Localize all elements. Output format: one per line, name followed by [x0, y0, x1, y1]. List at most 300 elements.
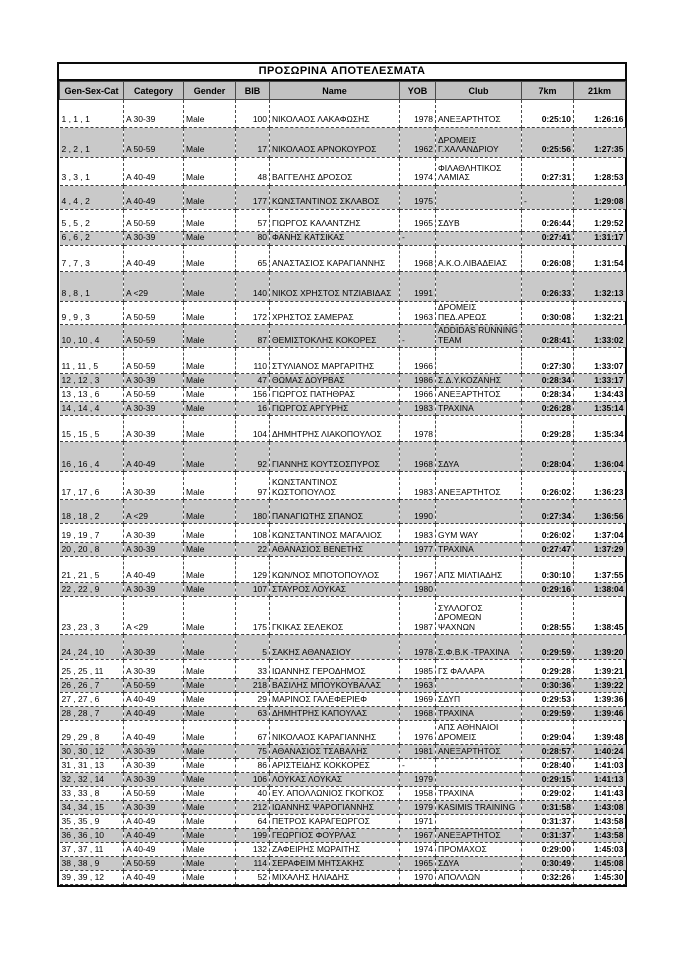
cell-yob: 1966	[400, 348, 436, 374]
cell-name: ΙΩΑΝΝΗΣ ΓΕΡΟΔΗΜΟΣ	[270, 660, 400, 679]
cell-yob: 1968	[400, 246, 436, 272]
cell-gen-sex-cat: 4 , 4 , 2	[60, 186, 124, 210]
cell-name: ΦΑΝΗΣ ΚΑΤΣΙΚΑΣ	[270, 232, 400, 246]
cell-7km: 0:29:53	[522, 693, 574, 707]
cell-category: A 50-59	[124, 679, 184, 693]
column-header-21km: 21km	[574, 82, 626, 100]
cell-gender: Male	[184, 815, 236, 829]
cell-21km: 1:35:14	[574, 402, 626, 416]
cell-21km: 1:27:35	[574, 128, 626, 158]
cell-bib: 140	[236, 272, 270, 302]
table-row	[60, 325, 626, 348]
cell-bib: 33	[236, 660, 270, 679]
cell-21km: 1:29:08	[574, 186, 626, 210]
table-header	[60, 82, 626, 100]
cell-club: ΤΡΑΧΙΝΑ	[436, 402, 522, 416]
table-row	[60, 416, 626, 442]
cell-7km: 0:32:26	[522, 871, 574, 885]
cell-gender: Male	[184, 693, 236, 707]
cell-yob: 1986	[400, 374, 436, 388]
table-row	[60, 583, 626, 597]
cell-gender: Male	[184, 232, 236, 246]
cell-club: ΤΡΑΧΙΝΑ	[436, 787, 522, 801]
cell-gen-sex-cat: 39 , 39 , 12	[60, 871, 124, 885]
cell-name: ΧΡΗΣΤΟΣ ΣΑΜΕΡΑΣ	[270, 302, 400, 325]
cell-category: A 30-39	[124, 635, 184, 660]
cell-name: ΒΑΓΓΕΛΗΣ ΔΡΟΣΟΣ	[270, 158, 400, 186]
results-sheet	[57, 62, 627, 887]
cell-name: ΣΤΥΛΙΑΝΟΣ ΜΑΡΓΑΡΙΤΗΣ	[270, 348, 400, 374]
cell-gender: Male	[184, 745, 236, 759]
cell-gen-sex-cat: 33 , 33 , 8	[60, 787, 124, 801]
cell-gender: Male	[184, 442, 236, 472]
cell-7km: 0:30:08	[522, 302, 574, 325]
cell-club: ΑΝΕΞΑΡΤΗΤΟΣ	[436, 745, 522, 759]
cell-yob: 1981	[400, 745, 436, 759]
table-row	[60, 815, 626, 829]
cell-21km: 1:33:17	[574, 374, 626, 388]
cell-name: ΑΝΑΣΤΑΣΙΟΣ ΚΑΡΑΓΙΑΝΝΗΣ	[270, 246, 400, 272]
cell-yob: 1962	[400, 128, 436, 158]
table-row	[60, 857, 626, 871]
table-row	[60, 759, 626, 773]
cell-bib: 107	[236, 583, 270, 597]
cell-bib: 87	[236, 325, 270, 348]
cell-gen-sex-cat: 29 , 29 , 8	[60, 721, 124, 745]
cell-gender: Male	[184, 348, 236, 374]
cell-bib: 172	[236, 302, 270, 325]
cell-bib: 65	[236, 246, 270, 272]
cell-yob: 1976	[400, 721, 436, 745]
cell-name: ΘΕΜΙΣΤΟΚΛΗΣ ΚΟΚΟΡΕΣ	[270, 325, 400, 348]
table-row	[60, 472, 626, 500]
cell-club: Σ.Φ.Β.Κ -ΤΡΑΧΙΝΑ	[436, 635, 522, 660]
cell-category: A 30-39	[124, 232, 184, 246]
cell-gen-sex-cat: 34 , 34 , 15	[60, 801, 124, 815]
cell-category: A 50-59	[124, 348, 184, 374]
cell-category: A 30-39	[124, 773, 184, 787]
cell-bib: 129	[236, 557, 270, 583]
cell-gender: Male	[184, 128, 236, 158]
cell-7km: 0:25:10	[522, 100, 574, 128]
cell-bib: 48	[236, 158, 270, 186]
cell-yob: -	[400, 232, 436, 246]
cell-7km: 0:31:58	[522, 801, 574, 815]
cell-21km: 1:39:21	[574, 660, 626, 679]
cell-7km: 0:27:30	[522, 348, 574, 374]
cell-category: A <29	[124, 500, 184, 524]
cell-name: ΘΩΜΑΣ ΔΟΥΡΒΑΣ	[270, 374, 400, 388]
cell-gen-sex-cat: 17 , 17 , 6	[60, 472, 124, 500]
cell-club: ΑΠΣ ΑΘΗΝΑΙΟΙ ΔΡΟΜΕΙΣ	[436, 721, 522, 745]
cell-gen-sex-cat: 10 , 10 , 4	[60, 325, 124, 348]
cell-yob: 1979	[400, 773, 436, 787]
cell-name: ΛΟΥΚΑΣ ΛΟΥΚΑΣ	[270, 773, 400, 787]
cell-category: A 30-39	[124, 801, 184, 815]
cell-7km: 0:27:31	[522, 158, 574, 186]
cell-bib: 52	[236, 871, 270, 885]
cell-gen-sex-cat: 22 , 22 , 9	[60, 583, 124, 597]
cell-category: A 50-59	[124, 325, 184, 348]
cell-name: ΜΑΡΙΝΟΣ ΓΑΛΕΦΕΡΙΕΦ	[270, 693, 400, 707]
cell-21km: 1:41:03	[574, 759, 626, 773]
cell-name: ΔΗΜΗΤΡΗΣ ΚΑΠΟΥΛΑΣ	[270, 707, 400, 721]
cell-gen-sex-cat: 35 , 35 , 9	[60, 815, 124, 829]
table-row	[60, 843, 626, 857]
cell-21km: 1:39:48	[574, 721, 626, 745]
cell-club: Σ.Δ.Υ.ΚΟΖΑΝΗΣ	[436, 374, 522, 388]
cell-bib: 180	[236, 500, 270, 524]
cell-bib: 29	[236, 693, 270, 707]
cell-gen-sex-cat: 26 , 26 , 7	[60, 679, 124, 693]
cell-name: ΔΗΜΗΤΡΗΣ ΛΙΑΚΟΠΟΥΛΟΣ	[270, 416, 400, 442]
cell-gender: Male	[184, 158, 236, 186]
cell-21km: 1:39:46	[574, 707, 626, 721]
cell-club: ΔΡΟΜΕΙΣ Γ.ΧΑΛΑΝΔΡΙΟΥ	[436, 128, 522, 158]
header-row	[60, 82, 626, 100]
cell-club: ΑΝΕΞΑΡΤΗΤΟΣ	[436, 100, 522, 128]
cell-category: A 30-39	[124, 759, 184, 773]
cell-21km: 1:36:04	[574, 442, 626, 472]
cell-club	[436, 500, 522, 524]
cell-club	[436, 186, 522, 210]
table-row	[60, 660, 626, 679]
cell-club: ΣΔΥΒ	[436, 210, 522, 232]
cell-name: ΣΤΑΥΡΟΣ ΛΟΥΚΑΣ	[270, 583, 400, 597]
cell-name: ΝΙΚΟΛΑΟΣ ΛΑΚΑΦΩΣΗΣ	[270, 100, 400, 128]
cell-7km: -	[522, 186, 574, 210]
cell-7km: 0:30:10	[522, 557, 574, 583]
cell-club: ΦΙΛΑΘΛΗΤΙΚΟΣ ΛΑΜΙΑΣ	[436, 158, 522, 186]
cell-bib: 86	[236, 759, 270, 773]
cell-gender: Male	[184, 801, 236, 815]
cell-gender: Male	[184, 416, 236, 442]
cell-7km: 0:29:15	[522, 773, 574, 787]
cell-yob: 1963	[400, 679, 436, 693]
cell-yob: 1965	[400, 210, 436, 232]
cell-category: A 50-59	[124, 857, 184, 871]
cell-7km: 0:29:02	[522, 787, 574, 801]
table-row	[60, 635, 626, 660]
table-row	[60, 246, 626, 272]
cell-21km: 1:43:08	[574, 801, 626, 815]
cell-gen-sex-cat: 24 , 24 , 10	[60, 635, 124, 660]
cell-bib: 110	[236, 348, 270, 374]
cell-name: ΓΙΩΡΓΟΣ ΑΡΓΥΡΗΣ	[270, 402, 400, 416]
cell-category: A 50-59	[124, 210, 184, 232]
cell-yob: 1963	[400, 302, 436, 325]
cell-gender: Male	[184, 246, 236, 272]
cell-21km: 1:37:55	[574, 557, 626, 583]
cell-21km: 1:41:43	[574, 787, 626, 801]
cell-name: ΖΑΦΕΙΡΗΣ ΜΩΡΑΙΤΗΣ	[270, 843, 400, 857]
cell-bib: 40	[236, 787, 270, 801]
table-row	[60, 272, 626, 302]
cell-category: A 50-59	[124, 388, 184, 402]
cell-gen-sex-cat: 18 , 18 , 2	[60, 500, 124, 524]
cell-club	[436, 272, 522, 302]
cell-7km: 0:25:56	[522, 128, 574, 158]
cell-yob: 1967	[400, 829, 436, 843]
cell-bib: 106	[236, 773, 270, 787]
cell-club: ΓΣ ΦΑΛΑΡΑ	[436, 660, 522, 679]
cell-gender: Male	[184, 707, 236, 721]
cell-gender: Male	[184, 210, 236, 232]
cell-21km: 1:38:45	[574, 597, 626, 635]
cell-club: ΠΡΟΜΑΧΟΣ	[436, 843, 522, 857]
cell-bib: 92	[236, 442, 270, 472]
cell-7km: 0:28:57	[522, 745, 574, 759]
cell-gen-sex-cat: 30 , 30 , 12	[60, 745, 124, 759]
cell-name: ΚΩΝΣΤΑΝΤΙΝΟΣ ΚΩΣΤΟΠΟΥΛΟΣ	[270, 472, 400, 500]
cell-category: A 30-39	[124, 583, 184, 597]
cell-21km: 1:26:16	[574, 100, 626, 128]
cell-name: ΓΙΩΡΓΟΣ ΠΑΤΗΘΡΑΣ	[270, 388, 400, 402]
cell-bib: 212	[236, 801, 270, 815]
cell-gender: Male	[184, 402, 236, 416]
table-row	[60, 500, 626, 524]
cell-gender: Male	[184, 500, 236, 524]
cell-category: A 30-39	[124, 100, 184, 128]
cell-7km: 0:28:40	[522, 759, 574, 773]
cell-21km: 1:45:03	[574, 843, 626, 857]
cell-yob: 1990	[400, 500, 436, 524]
table-row	[60, 597, 626, 635]
cell-club: ΤΡΑΧΙΝΑ	[436, 707, 522, 721]
cell-club	[436, 773, 522, 787]
cell-club	[436, 416, 522, 442]
cell-21km: 1:29:52	[574, 210, 626, 232]
cell-gen-sex-cat: 28 , 28 , 7	[60, 707, 124, 721]
cell-7km: 0:29:04	[522, 721, 574, 745]
table-row	[60, 829, 626, 843]
cell-gender: Male	[184, 543, 236, 557]
cell-bib: 104	[236, 416, 270, 442]
cell-name: ΓΙΑΝΝΗΣ ΚΟΥΤΣΟΣΠΥΡΟΣ	[270, 442, 400, 472]
cell-category: A 40-49	[124, 186, 184, 210]
table-row	[60, 374, 626, 388]
cell-bib: 5	[236, 635, 270, 660]
sheet-title: ΠΡΟΣΩΡΙΝΑ ΑΠΟΤΕΛΕΣΜΑΤΑ	[59, 64, 625, 81]
cell-gender: Male	[184, 388, 236, 402]
cell-bib: 100	[236, 100, 270, 128]
cell-gen-sex-cat: 27 , 27 , 6	[60, 693, 124, 707]
cell-gen-sex-cat: 32 , 32 , 14	[60, 773, 124, 787]
cell-bib: 218	[236, 679, 270, 693]
table-row	[60, 745, 626, 759]
cell-name: ΕΥ. ΑΠΟΛΛΩΝΙΟΣ ΓΚΟΓΚΟΣ	[270, 787, 400, 801]
cell-gender: Male	[184, 100, 236, 128]
cell-21km: 1:28:53	[574, 158, 626, 186]
cell-21km: 1:34:43	[574, 388, 626, 402]
table-row	[60, 557, 626, 583]
cell-7km: 0:26:28	[522, 402, 574, 416]
cell-club	[436, 679, 522, 693]
cell-name: ΑΘΑΝΑΣΙΟΣ ΒΕΝΕΤΗΣ	[270, 543, 400, 557]
cell-gen-sex-cat: 9 , 9 , 3	[60, 302, 124, 325]
cell-bib: 64	[236, 815, 270, 829]
cell-club: ADDIDAS RUNNING TEAM	[436, 325, 522, 348]
cell-yob: 1980	[400, 583, 436, 597]
cell-gen-sex-cat: 21 , 21 , 5	[60, 557, 124, 583]
cell-gender: Male	[184, 635, 236, 660]
table-row	[60, 348, 626, 374]
cell-21km: 1:32:13	[574, 272, 626, 302]
column-header-category: Category	[124, 82, 184, 100]
table-row	[60, 302, 626, 325]
cell-name: ΙΩΑΝΝΗΣ ΨΑΡΟΓΙΑΝΝΗΣ	[270, 801, 400, 815]
cell-gen-sex-cat: 25 , 25 , 11	[60, 660, 124, 679]
cell-21km: 1:33:07	[574, 348, 626, 374]
column-header-gender: Gender	[184, 82, 236, 100]
cell-7km: 0:29:59	[522, 707, 574, 721]
table-row	[60, 787, 626, 801]
table-row	[60, 402, 626, 416]
cell-bib: 175	[236, 597, 270, 635]
cell-bib: 75	[236, 745, 270, 759]
cell-gen-sex-cat: 2 , 2 , 1	[60, 128, 124, 158]
table-row	[60, 210, 626, 232]
cell-name: ΝΙΚΟΣ ΧΡΗΣΤΟΣ ΝΤΖΙΑΒΙΔΑΣ	[270, 272, 400, 302]
cell-21km: 1:43:58	[574, 815, 626, 829]
cell-7km: 0:29:28	[522, 416, 574, 442]
cell-club: ΑΠΟΛΛΩΝ	[436, 871, 522, 885]
table-row	[60, 693, 626, 707]
cell-gender: Male	[184, 759, 236, 773]
table-row	[60, 186, 626, 210]
cell-yob: 1983	[400, 524, 436, 543]
cell-club: ΑΝΕΞΑΡΤΗΤΟΣ	[436, 472, 522, 500]
cell-7km: 0:30:36	[522, 679, 574, 693]
table-row	[60, 442, 626, 472]
cell-gender: Male	[184, 773, 236, 787]
cell-21km: 1:39:36	[574, 693, 626, 707]
cell-7km: 0:28:41	[522, 325, 574, 348]
cell-yob: 1969	[400, 693, 436, 707]
cell-category: A 40-49	[124, 158, 184, 186]
column-header-club: Club	[436, 82, 522, 100]
table-row	[60, 871, 626, 885]
cell-bib: 132	[236, 843, 270, 857]
cell-club: ΑΝΕΞΑΡΤΗΤΟΣ	[436, 388, 522, 402]
cell-21km: 1:31:54	[574, 246, 626, 272]
table-row	[60, 543, 626, 557]
cell-bib: 57	[236, 210, 270, 232]
cell-category: A 40-49	[124, 707, 184, 721]
cell-bib: 199	[236, 829, 270, 843]
cell-21km: 1:38:04	[574, 583, 626, 597]
cell-club: ΣΔΥΑ	[436, 442, 522, 472]
cell-category: A 40-49	[124, 246, 184, 272]
cell-name: ΣΕΡΑΦΕΙΜ ΜΗΤΣΑΚΗΣ	[270, 857, 400, 871]
cell-gen-sex-cat: 6 , 6 , 2	[60, 232, 124, 246]
cell-7km: 0:28:34	[522, 374, 574, 388]
cell-gender: Male	[184, 660, 236, 679]
cell-category: A 50-59	[124, 302, 184, 325]
cell-7km: 0:28:04	[522, 442, 574, 472]
cell-21km: 1:40:24	[574, 745, 626, 759]
cell-21km: 1:37:04	[574, 524, 626, 543]
cell-gen-sex-cat: 8 , 8 , 1	[60, 272, 124, 302]
cell-7km: 0:26:02	[522, 472, 574, 500]
table-row	[60, 158, 626, 186]
cell-category: A 40-49	[124, 871, 184, 885]
cell-name: ΚΩΝΣΤΑΝΤΙΝΟΣ ΣΚΛΑΒΟΣ	[270, 186, 400, 210]
cell-21km: 1:33:02	[574, 325, 626, 348]
column-header-name: Name	[270, 82, 400, 100]
cell-category: A <29	[124, 597, 184, 635]
cell-name: ΠΑΝΑΓΙΩΤΗΣ ΣΠΑΝΟΣ	[270, 500, 400, 524]
cell-gen-sex-cat: 14 , 14 , 4	[60, 402, 124, 416]
cell-21km: 1:45:08	[574, 857, 626, 871]
cell-gen-sex-cat: 31 , 31 , 13	[60, 759, 124, 773]
cell-club	[436, 815, 522, 829]
cell-7km: 0:28:34	[522, 388, 574, 402]
cell-name: ΣΑΚΗΣ ΑΘΑΝΑΣΙΟΥ	[270, 635, 400, 660]
cell-club: ΔΡΟΜΕΙΣ ΠΕΔ.ΑΡΕΩΣ	[436, 302, 522, 325]
cell-bib: 156	[236, 388, 270, 402]
cell-bib: 97	[236, 472, 270, 500]
cell-yob: 1987	[400, 597, 436, 635]
cell-bib: 17	[236, 128, 270, 158]
cell-bib: 108	[236, 524, 270, 543]
cell-name: ΚΩΝ/ΝΟΣ ΜΠΟΤΟΠΟΥΛΟΣ	[270, 557, 400, 583]
cell-bib: 16	[236, 402, 270, 416]
cell-name: ΜΙΧΑΛΗΣ ΗΛΙΑΔΗΣ	[270, 871, 400, 885]
cell-yob: 1968	[400, 707, 436, 721]
cell-yob: 1978	[400, 416, 436, 442]
cell-gender: Male	[184, 829, 236, 843]
cell-name: ΚΩΝΣΤΑΝΤΙΝΟΣ ΜΑΓΑΛΙΟΣ	[270, 524, 400, 543]
cell-bib: 47	[236, 374, 270, 388]
cell-gen-sex-cat: 12 , 12 , 3	[60, 374, 124, 388]
cell-gender: Male	[184, 186, 236, 210]
cell-club: ΤΡΑΧΙΝΑ	[436, 543, 522, 557]
cell-21km: 1:35:34	[574, 416, 626, 442]
table-row	[60, 679, 626, 693]
cell-category: A 30-39	[124, 416, 184, 442]
cell-club: ΣΔΥΠ	[436, 693, 522, 707]
cell-gen-sex-cat: 16 , 16 , 4	[60, 442, 124, 472]
cell-gen-sex-cat: 1 , 1 , 1	[60, 100, 124, 128]
cell-7km: 0:26:44	[522, 210, 574, 232]
cell-bib: 63	[236, 707, 270, 721]
cell-yob: 1971	[400, 815, 436, 829]
cell-yob: 1983	[400, 402, 436, 416]
cell-category: A 40-49	[124, 843, 184, 857]
cell-gen-sex-cat: 36 , 36 , 10	[60, 829, 124, 843]
cell-category: A 50-59	[124, 128, 184, 158]
column-header-yob: YOB	[400, 82, 436, 100]
cell-gen-sex-cat: 15 , 15 , 5	[60, 416, 124, 442]
cell-club: Α.Κ.Ο.ΛΙΒΑΔΕΙΑΣ	[436, 246, 522, 272]
cell-21km: 1:32:21	[574, 302, 626, 325]
cell-yob: 1985	[400, 660, 436, 679]
cell-category: A 30-39	[124, 472, 184, 500]
cell-gender: Male	[184, 272, 236, 302]
cell-club	[436, 232, 522, 246]
table-row	[60, 524, 626, 543]
cell-7km: 0:30:49	[522, 857, 574, 871]
cell-21km: 1:36:23	[574, 472, 626, 500]
cell-7km: 0:27:34	[522, 500, 574, 524]
table-row	[60, 773, 626, 787]
cell-gen-sex-cat: 20 , 20 , 8	[60, 543, 124, 557]
cell-gender: Male	[184, 679, 236, 693]
cell-gender: Male	[184, 871, 236, 885]
cell-gen-sex-cat: 37 , 37 , 11	[60, 843, 124, 857]
cell-7km: 0:26:08	[522, 246, 574, 272]
